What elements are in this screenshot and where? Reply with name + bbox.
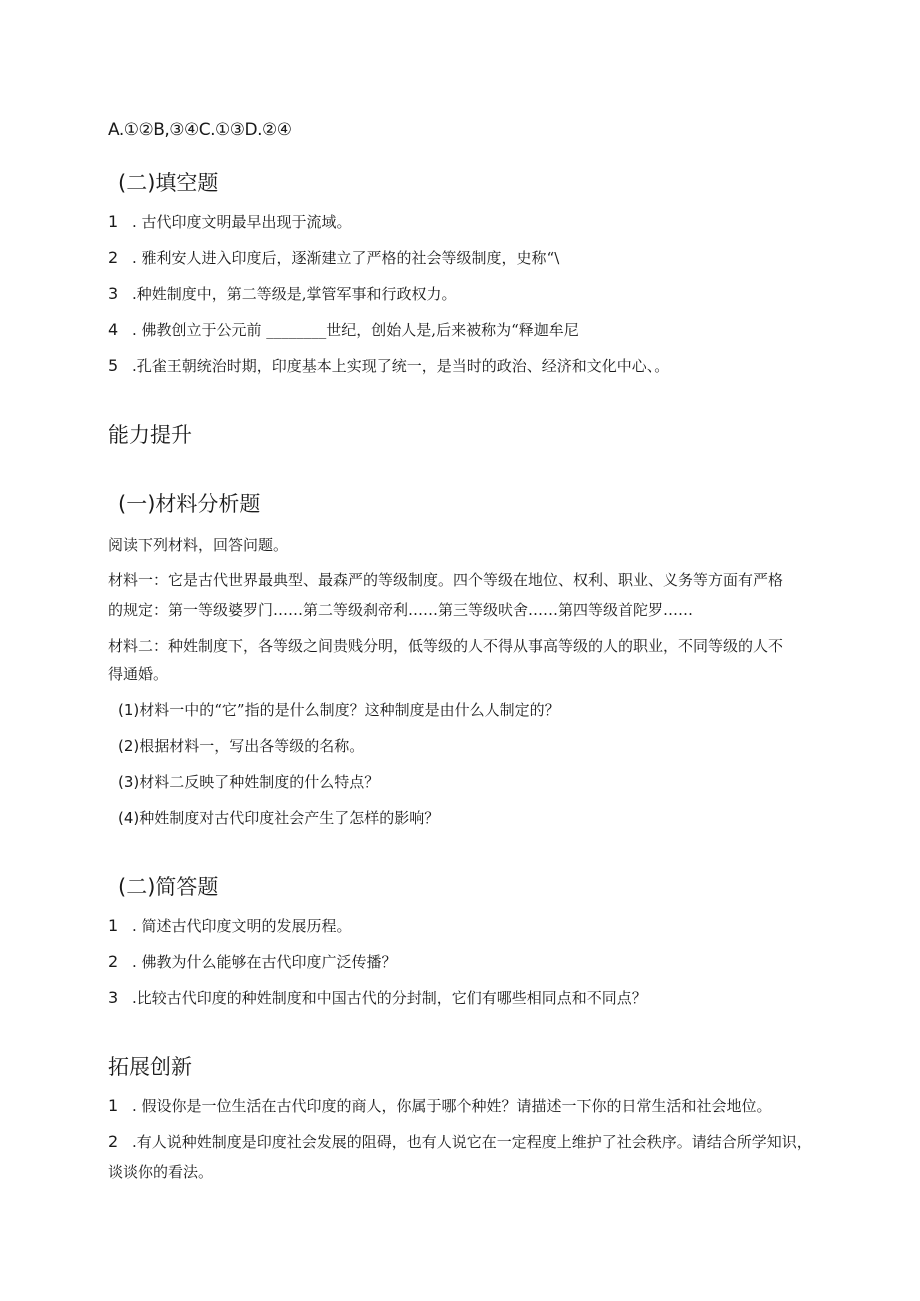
material-two-line: 材料二：种姓制度下，各等级之间贵贱分明，低等级的人不得从事高等级的人的职业，不同等级的人不 (108, 637, 784, 655)
item-text: . 假设你是一位生活在古代印度的商人，你属于哪个种姓？请描述一下你的日常生活和社会地位。 (132, 1097, 772, 1115)
fill-blank-item (108, 284, 457, 304)
item-number: 2 (108, 248, 119, 267)
extension-item-continuation: 谈谈你的看法。 (108, 1163, 214, 1181)
item-text: .种姓制度中，第二等级是,掌管军事和行政权力。 (132, 285, 457, 303)
item-number: 1 (108, 212, 119, 231)
item-number: 3 (108, 988, 119, 1007)
question-label: (3) (118, 773, 140, 791)
fill-blank-item (108, 320, 579, 340)
material-one-line: 材料一：它是古代世界最典型、最森严的等级制度。四个等级在地位、权利、职业、义务等方面有严格 (108, 571, 784, 589)
material-question (118, 736, 364, 756)
question-text: 材料二反映了种姓制度的什么特点？ (139, 773, 380, 791)
fill-blank-item (108, 356, 669, 376)
item-number: 5 (108, 356, 119, 375)
item-number: 3 (108, 284, 119, 303)
material-one-line: 的规定：第一等级婆罗门……第二等级刹帝利……第三等级吠舍……第四等级首陀罗…… (108, 601, 694, 619)
ability-heading: 能力提升 (108, 423, 192, 447)
item-text: . 佛教为什么能够在古代印度广泛传播？ (132, 953, 397, 971)
answer-options: A.①②B,③④C.①③D.②④ (108, 120, 292, 140)
item-text: . 简述古代印度文明的发展历程。 (132, 917, 352, 935)
item-number: 2 (108, 1132, 119, 1151)
material-intro: 阅读下列材料，回答问题。 (108, 536, 289, 554)
item-number: 1 (108, 916, 119, 935)
question-text: 根据材料一，写出各等级的名称。 (139, 737, 365, 755)
fill-blank-item (108, 248, 559, 268)
question-text: 种姓制度对古代印度社会产生了怎样的影响？ (139, 809, 440, 827)
fill-blank-item (108, 212, 352, 232)
item-number: 1 (108, 1096, 119, 1115)
item-number: 4 (108, 320, 119, 339)
question-label: (2) (118, 737, 140, 755)
material-two-line: 得通婚。 (108, 665, 169, 683)
question-label: (4) (118, 809, 140, 827)
item-text: . 古代印度文明最早出现于流域。 (132, 213, 352, 231)
short-answer-item (108, 952, 397, 972)
extension-item (108, 1132, 812, 1152)
item-text: .比较古代印度的种姓制度和中国古代的分封制，它们有哪些相同点和不同点？ (132, 989, 647, 1007)
material-question (118, 772, 379, 792)
question-label: (1) (118, 701, 140, 719)
item-number: 2 (108, 952, 119, 971)
item-text: .孔雀王朝统治时期，印度基本上实现了统一，是当时的政治、经济和文化中心、。 (132, 357, 670, 375)
material-question (118, 808, 439, 828)
item-text: . 雅利安人进入印度后，逐渐建立了严格的社会等级制度，史称“\ (132, 249, 560, 267)
short-answer-item (108, 988, 647, 1008)
material-question (118, 700, 560, 720)
extension-heading: 拓展创新 (108, 1055, 192, 1079)
question-text: 材料一中的“它”指的是什么制度？这种制度是由什么人制定的？ (139, 701, 560, 719)
item-text: .有人说种姓制度是印度社会发展的阻碍，也有人说它在一定程度上维护了社会秩序。请结合所学知识， (132, 1133, 812, 1151)
fill-blank-heading: (二)填空题 (118, 171, 219, 195)
extension-item (108, 1096, 772, 1116)
short-answer-item (108, 916, 352, 936)
item-text: . 佛教创立于公元前 ________世纪，创始人是,后来被称为“释迦牟尼 (132, 321, 579, 339)
material-heading: (一)材料分析题 (118, 492, 261, 516)
short-answer-heading: (二)简答题 (118, 875, 219, 899)
